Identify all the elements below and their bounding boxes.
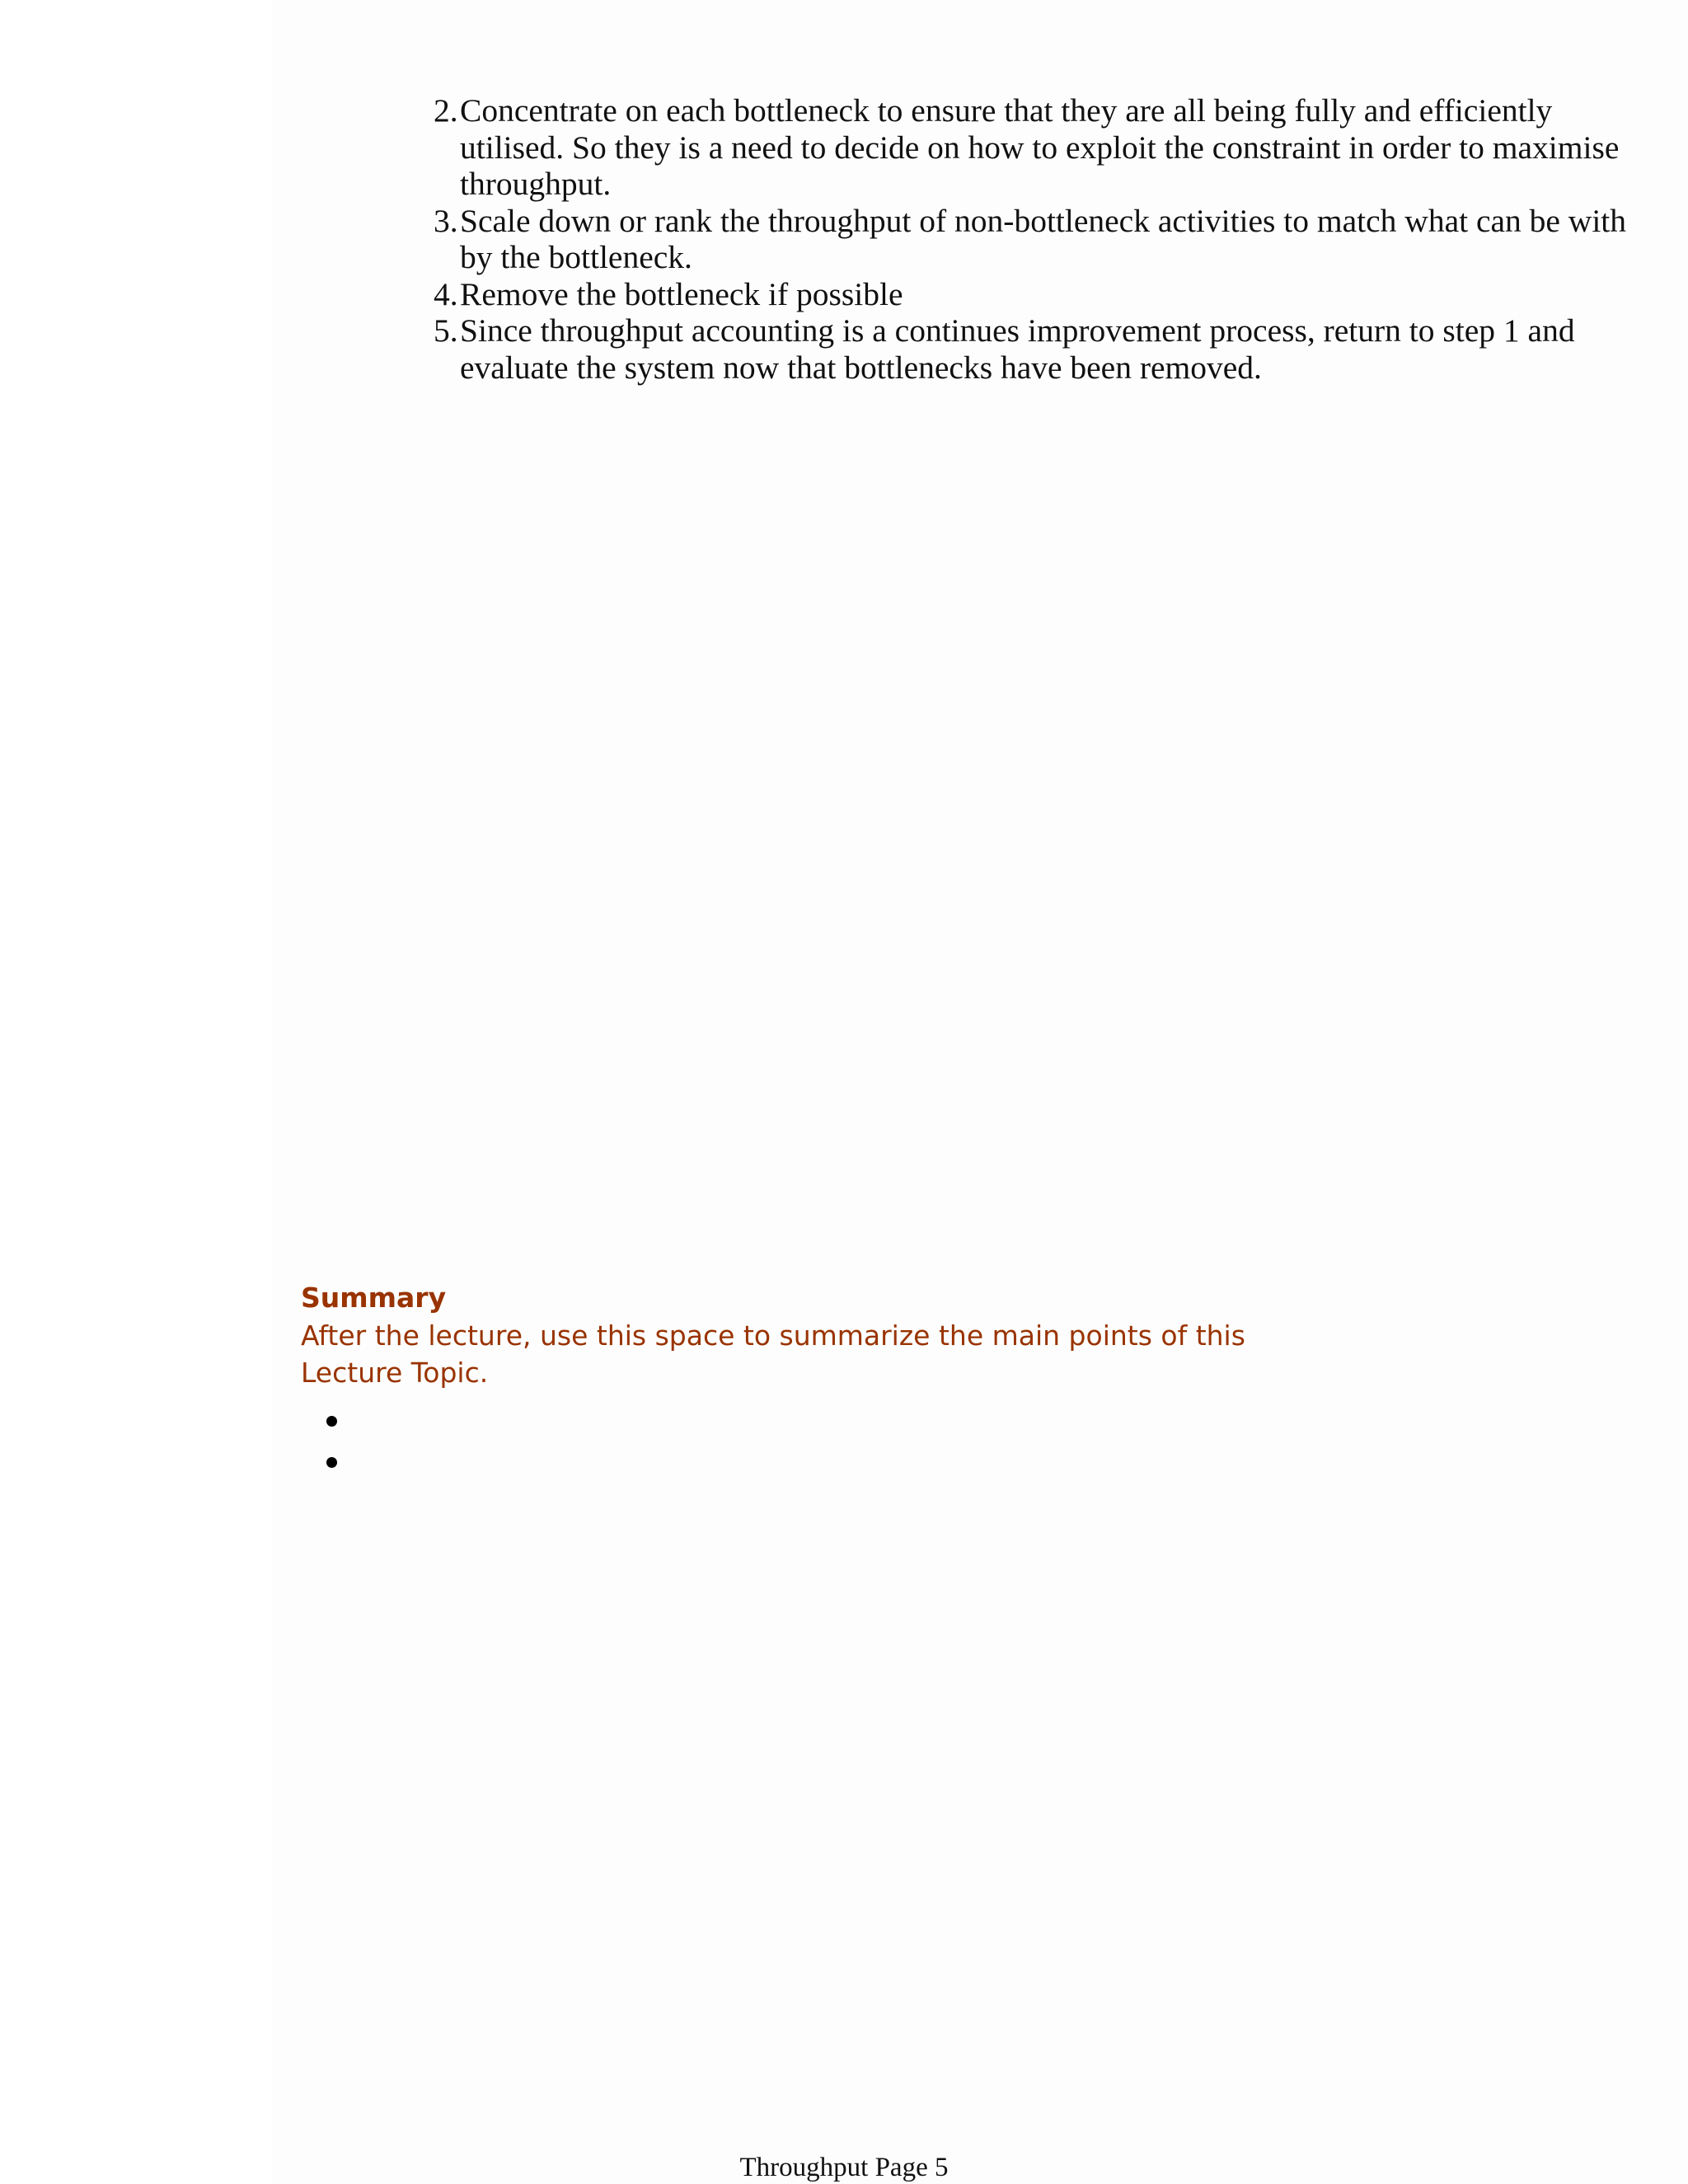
list-item-number: 4. — [434, 275, 458, 312]
steps-list — [404, 92, 1657, 386]
list-item — [404, 92, 1657, 203]
page-footer: Throughput Page 5 — [739, 2153, 949, 2182]
summary-bullet-item[interactable] — [323, 1442, 348, 1483]
list-item-text: Scale down or rank the throughput of non-bottleneck activities to match what can be with by the bottleneck. — [460, 202, 1627, 275]
list-item — [404, 276, 1657, 313]
list-item-number: 5. — [434, 312, 458, 349]
list-item-number: 2. — [434, 92, 458, 129]
summary-section — [301, 1279, 1356, 1391]
list-item-text: Since throughput accounting is a continues improvement process, return to step 1 and evaluate the system now that bottlenecks have been removed. — [460, 312, 1575, 386]
list-item-number: 3. — [434, 202, 458, 239]
summary-instructions: After the lecture, use this space to summarize the main points of this Lecture Topic. — [301, 1319, 1245, 1389]
list-item — [404, 203, 1657, 276]
summary-bullet-item[interactable] — [323, 1401, 348, 1442]
list-item-text: Concentrate on each bottleneck to ensure that they are all being fully and efficiently utilised. So they is a need to decide on how to exploit the constraint in order to maximise throughput. — [460, 92, 1620, 202]
summary-heading: Summary — [301, 1282, 447, 1314]
list-item — [404, 312, 1657, 386]
list-item-text: Remove the bottleneck if possible — [460, 275, 903, 312]
summary-bullet-list — [323, 1401, 348, 1483]
